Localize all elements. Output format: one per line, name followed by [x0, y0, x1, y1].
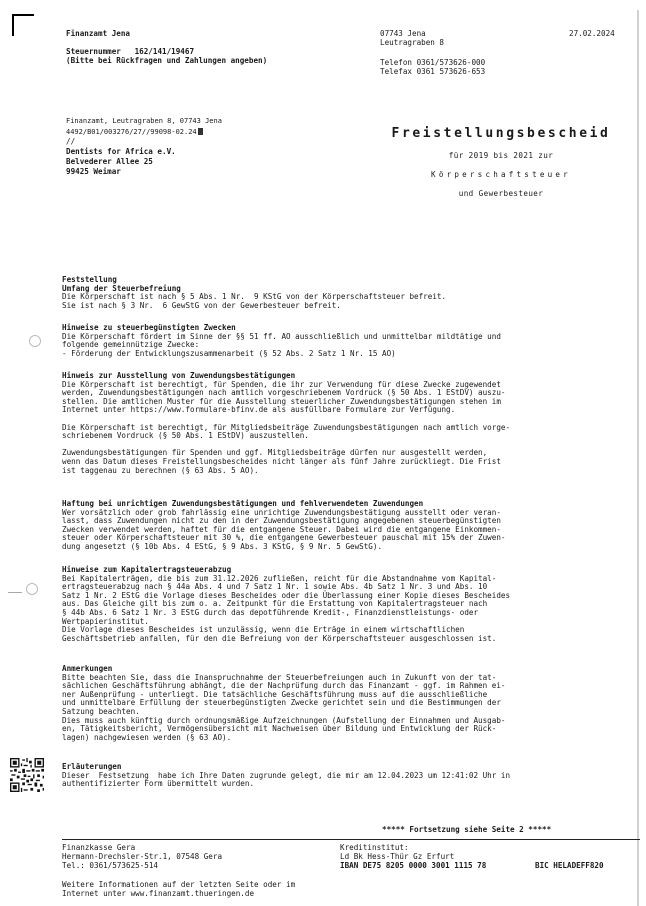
continuation-note: ***** Fortsetzung siehe Seite 2 *****	[382, 825, 552, 834]
text-line: ner Außenprüfung - unterliegt. Die tatsächliche Geschäftsführung muss auf die ausschließliche	[62, 689, 488, 699]
info-line-1: Weitere Informationen auf der letzten Seite oder im	[62, 880, 296, 889]
fold-mark	[8, 592, 22, 593]
text-line: Bei Kapitalerträgen, die bis zum 31.12.2026 zufließen, reicht für die Abstandnahme vom Kapital-	[62, 573, 497, 583]
text-line: Bitte beachten Sie, dass die Inanspruchnahme der Steuerbefreiungen auch in Zukunft von der tat-	[62, 672, 497, 682]
text-line: Zuwendungsbestätigungen für Spenden und ggf. Mitgliedsbeiträge dürfen nur ausgestellt werden,	[62, 448, 488, 458]
text-line: Satzung beachten.	[62, 706, 140, 716]
text-line: Wer vorsätzlich oder grob fahrlässig eine unrichtige Zuwendungsbestätigung ausstellt oder veran-	[62, 507, 501, 517]
footer-divider	[62, 839, 640, 840]
text-line: dung angesetzt (§ 10b Abs. 4 EStG, § 9 Abs. 3 KStG, § 9 Nr. 5 GewStG).	[62, 541, 383, 551]
sender-line: Finanzamt, Leutragraben 8, 07743 Jena	[66, 117, 222, 125]
text-line: Die Körperschaft ist nach § 5 Abs. 1 Nr. 9 KStG von der Körperschaftsteuer befreit.	[62, 292, 447, 302]
text-line: Die Körperschaft ist berechtigt, für Spenden, die ihr zur Verwendung für diese Zwecke zugewendet	[62, 379, 501, 389]
tax-number: 162/141/19467	[134, 47, 195, 56]
text-line: wenn das Datum dieses Freistellungsbescheides nicht länger als fünf Jahre zurückliegt. Die Frist	[62, 456, 501, 466]
section-heading: Anmerkungen	[62, 664, 113, 673]
recipient-street: Belvederer Allee 25	[66, 157, 153, 166]
qr-code-icon	[10, 758, 44, 792]
text-line: ist taggenau zu berechnen (§ 63 Abs. 5 AO).	[62, 465, 259, 475]
phone-label: Telefon	[380, 58, 413, 67]
text-line: lagen) nachgewiesen werden (§ 63 AO).	[62, 732, 232, 742]
text-line: authentifizierter Form übermittelt wurden.	[62, 779, 255, 789]
kasse-address: Hermann-Drechsler-Str.1, 07548 Gera	[62, 852, 223, 861]
section-haftung	[62, 500, 638, 552]
title-tax2-block	[356, 190, 646, 199]
fax-label: Telefax	[380, 67, 413, 76]
bic: BIC HELADEFF820	[535, 861, 604, 870]
text-line: Die Vorlage dieses Bescheides ist unzulässig, wenn die Erträge in einem wirtschaftlichen	[62, 625, 465, 635]
text-line: sächlichen Geschäftsführung abhängt, die der Nachprüfung durch das Finanzamt - ggf. im Rahmen ei-	[62, 681, 506, 691]
section-heading: Feststellung	[62, 275, 117, 284]
text-line: Die Körperschaft ist berechtigt, für Mitgliedsbeiträge Zuwendungsbestätigungen nach amtlich vorge-	[62, 422, 511, 432]
section-heading: Haftung bei unrichtigen Zuwendungsbestätigungen und fehlverwendeten Zuwendungen	[62, 499, 424, 508]
address-marker: //	[66, 137, 76, 146]
bank-label: Kreditinstitut:	[340, 843, 409, 852]
text-line: stellen. Die amtlichen Muster für die Ausstellung steuerlicher Zuwendungsbestätigungen stehen im	[62, 396, 501, 406]
title-tax2: und Gewerbesteuer	[458, 189, 544, 198]
text-line: Die Körperschaft fördert im Sinne der §§ 51 ff. AO ausschließlich und unmittelbar mildtätige und	[62, 331, 501, 341]
title-tax1-block	[356, 171, 646, 180]
text-line: steuer oder Körperschaftsteuer mit 30 %, die entgangene Gewerbesteuer pauschal mit 15% der Zuwen-	[62, 533, 506, 543]
text-line: ertragsteuerabzug nach § 44a Abs. 4 und 7 Satz 1 Nr. 1 sowie Abs. 4b Satz 1 Nr. 3 und Abs. 10	[62, 582, 488, 592]
office-postal: 07743 Jena	[380, 29, 426, 38]
section-heading: Hinweise zum Kapitalertragsteuerabzug	[62, 565, 232, 574]
title-period: für 2019 bis 2021 zur	[448, 151, 554, 160]
section-zwecke	[62, 324, 638, 358]
kasse-phone: Tel.: 0361/573625-514	[62, 861, 159, 870]
text-line: Sie ist nach § 3 Nr. 6 GewStG von der Gewerbesteuer befreit.	[62, 300, 341, 310]
section-heading: Erläuterungen	[62, 762, 122, 771]
text-line: werden, Zuwendungsbestätigungen nach amtlich vorgeschriebenem Vordruck (§ 50 Abs. 1 EStDV) auszu-	[62, 388, 506, 398]
recipient-name: Dentists for Africa e.V.	[66, 147, 176, 156]
text-line: - Förderung der Entwicklungszusammenarbeit (§ 52 Abs. 2 Satz 1 Nr. 15 AO)	[62, 348, 396, 358]
section-zuwendungsbestaetigungen	[62, 372, 638, 475]
text-line: aus. Das Gleiche gilt bis zum o. a. Zeitpunkt für die Erstattung von Kapitalertragsteuer nach	[62, 599, 488, 609]
text-line: Dies muss auch künftig durch ordnungsmäßige Aufzeichnungen (Aufstellung der Einnahmen und Ausgab-	[62, 715, 506, 725]
office-street: Leutragraben 8	[380, 38, 445, 47]
text-line: Satz 1 Nr. 2 EStG die Vorlage dieses Bescheides oder die Überlassung einer Kopie dieses Bescheides	[62, 590, 511, 600]
punch-hole	[26, 583, 38, 595]
punch-hole	[29, 335, 41, 347]
section-subheading: Umfang der Steuerbefreiung	[62, 283, 181, 293]
section-kapitalertragsteuer	[62, 566, 638, 643]
corner-mark	[12, 14, 14, 36]
reference-code: 4492/B01/003276/27//99098-02.24	[66, 128, 203, 137]
section-anmerkungen	[62, 665, 638, 742]
section-feststellung	[62, 276, 638, 310]
tax-number-note: (Bitte bei Rückfragen und Zahlungen angeben)	[66, 56, 268, 65]
barcode-mark	[198, 128, 203, 135]
text-line: Wertpapierinstitut.	[62, 616, 149, 626]
fax-line	[380, 68, 485, 77]
letter-date: 27.02.2024	[569, 29, 615, 38]
phone-number: 0361/573626-000	[416, 58, 486, 67]
text-line: schriebenem Vordruck (§ 50 Abs. 1 EStDV) auszustellen.	[62, 431, 309, 441]
bank-name: Ld Bk Hess-Thür Gz Erfurt	[340, 852, 455, 861]
text-line: lasst, dass Zuwendungen nicht zu den in der Zuwendungsbestätigung angegebenen steuerbegünstigten	[62, 516, 501, 526]
text-line: § 44b Abs. 6 Satz 1 Nr. 3 EStG durch das depotführende Kredit-, Finanzdienstleistungs- oder	[62, 607, 479, 617]
text-line: en, Tätigkeitsbericht, Vermögensübersicht mit Nachweisen über Bildung und Entwicklung der Rück-	[62, 724, 497, 734]
text-line: folgende gemeinnützige Zwecke:	[62, 340, 200, 350]
fax-number: 0361 573626-653	[416, 67, 486, 76]
title-period-block	[356, 152, 646, 161]
text-line: Geschäftsbetrieb anfallen, für den die Befreiung von der Körperschaftsteuer ausgeschlossen ist.	[62, 633, 497, 643]
text-line: Zwecken verwendet werden, haftet für die entgangene Steuer. Dabei wird die entgangene Einkommen-	[62, 524, 501, 534]
section-erlaeuterungen	[62, 763, 638, 789]
text-line: Internet unter https://www.formulare-bfinv.de als ausfüllbare Formulare zur Verfügung.	[62, 405, 456, 415]
text-line: Dieser Festsetzung habe ich Ihre Daten zugrunde gelegt, die mir am 12.04.2023 um 12:41:02 Uhr in	[62, 770, 511, 780]
iban: IBAN DE75 8205 0000 3001 1115 78	[340, 861, 487, 870]
document-title: Freistellungsbescheid	[391, 126, 611, 141]
office-name: Finanzamt Jena	[66, 29, 131, 38]
info-line-2: Internet unter www.finanzamt.thueringen.de	[62, 889, 255, 898]
kasse-name: Finanzkasse Gera	[62, 843, 136, 852]
section-heading: Hinweise zu steuerbegünstigten Zwecken	[62, 323, 236, 332]
section-heading: Hinweis zur Ausstellung von Zuwendungsbestätigungen	[62, 371, 296, 380]
tax-number-label: Steuernummer	[66, 47, 121, 56]
title-tax1: Körperschaftsteuer	[431, 170, 571, 179]
text-line: und unmittelbare Erfüllung der steuerbegünstigten Zwecke gerichtet sein und die Bestimmungen der	[62, 698, 501, 708]
document-title-block	[356, 126, 646, 141]
corner-mark	[12, 14, 34, 16]
recipient-city: 99425 Weimar	[66, 167, 121, 176]
